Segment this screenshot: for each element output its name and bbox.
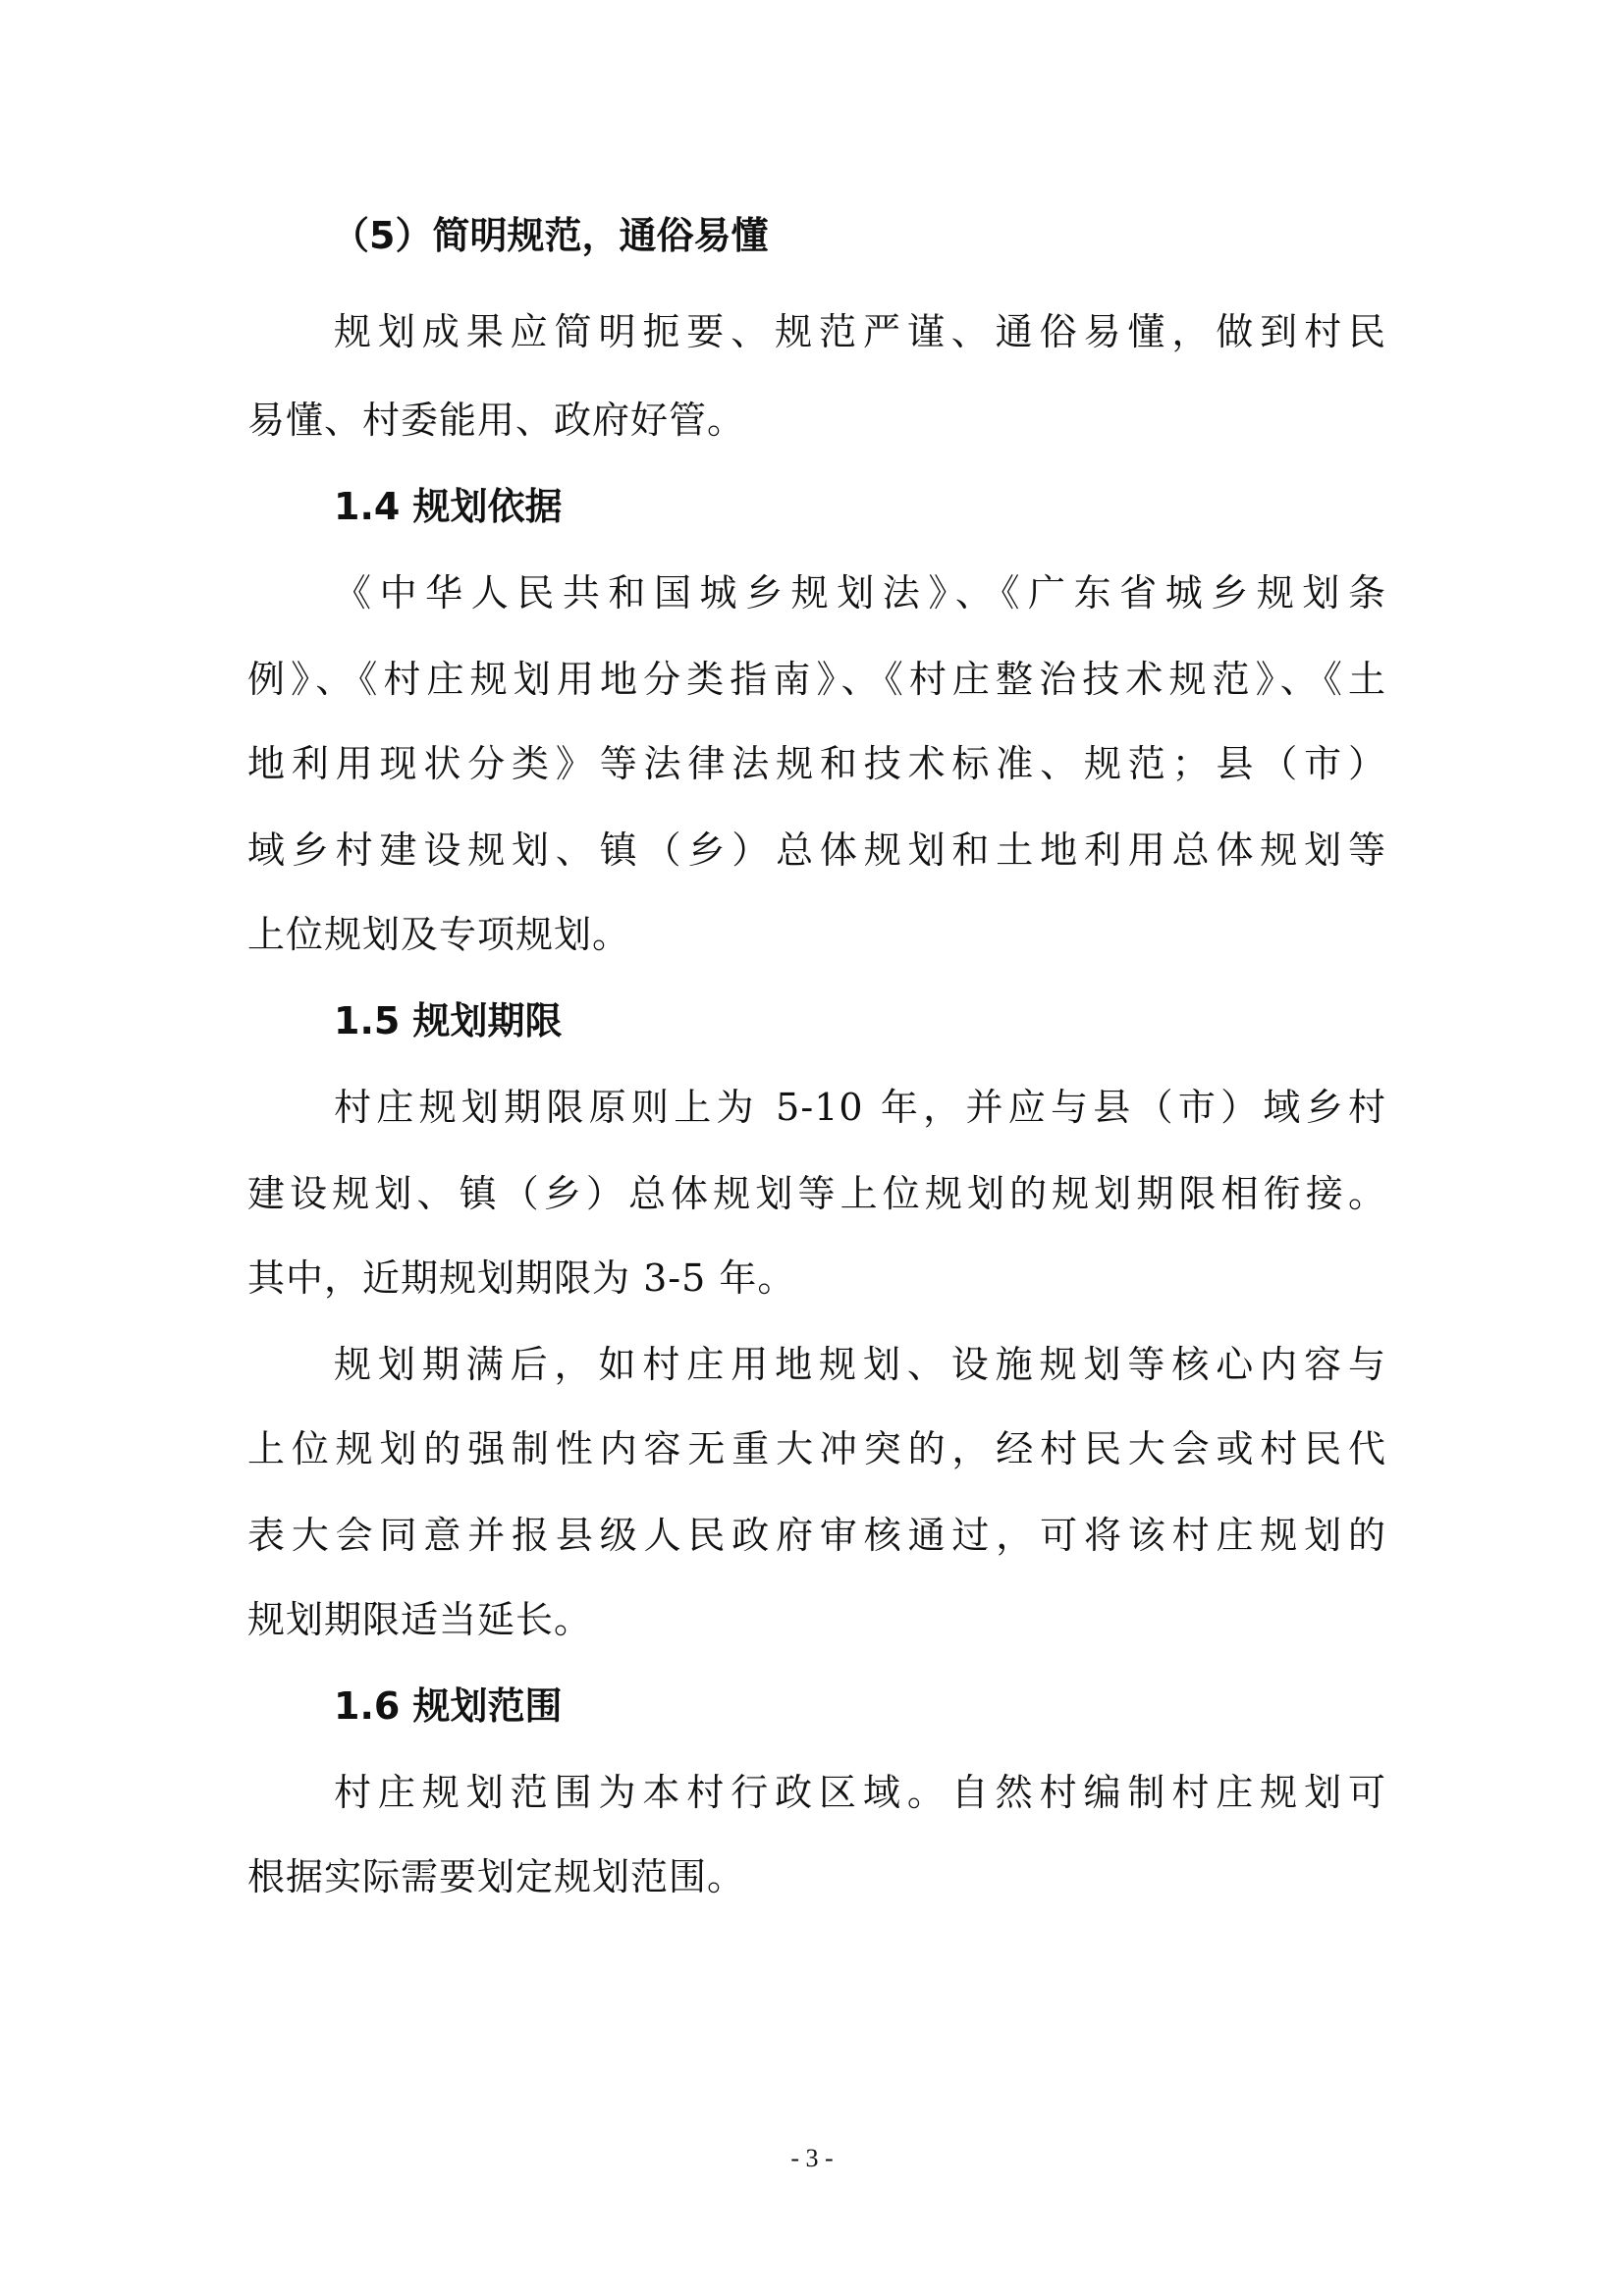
text-line: 域乡村建设规划、镇（乡）总体规划和土地利用总体规划等 [247,828,1386,872]
text-line: 《中华人民共和国城乡规划法》、《广东省城乡规划条 [334,571,1386,614]
text-line: 上位规划的强制性内容无重大冲突的，经村民大会或村民代 [247,1427,1386,1470]
text-line: 规划期限适当延长。 [247,1598,593,1641]
text-line: 易懂、村委能用、政府好管。 [247,399,746,442]
text-line: 例》、《村庄规划用地分类指南》、《村庄整治技术规范》、《土 [247,658,1386,701]
text-line: 村庄规划范围为本村行政区域。自然村编制村庄规划可 [334,1771,1386,1814]
section-heading-1-4: 1.4 规划依据 [334,485,563,528]
text-line: 规划成果应简明扼要、规范严谨、通俗易懂，做到村民 [334,310,1386,353]
text-line: 地利用现状分类》等法律法规和技术标准、规范；县（市） [247,742,1386,785]
section-heading-5: （5）简明规范，通俗易懂 [332,214,769,257]
text-line: 规划期满后，如村庄用地规划、设施规划等核心内容与 [334,1343,1386,1386]
text-line: 表大会同意并报县级人民政府审核通过，可将该村庄规划的 [247,1514,1386,1557]
text-line: 建设规划、镇（乡）总体规划等上位规划的规划期限相衔接。 [247,1172,1386,1215]
text-line: 其中，近期规划期限为 3-5 年。 [247,1256,796,1300]
section-heading-1-6: 1.6 规划范围 [334,1684,563,1728]
text-line: 上位规划及专项规划。 [247,913,631,956]
text-line: 村庄规划期限原则上为 5-10 年，并应与县（市）域乡村 [334,1086,1386,1129]
text-line: 根据实际需要划定规划范围。 [247,1855,746,1898]
section-heading-1-5: 1.5 规划期限 [334,999,563,1042]
page-number: - 3 - [790,2144,834,2172]
